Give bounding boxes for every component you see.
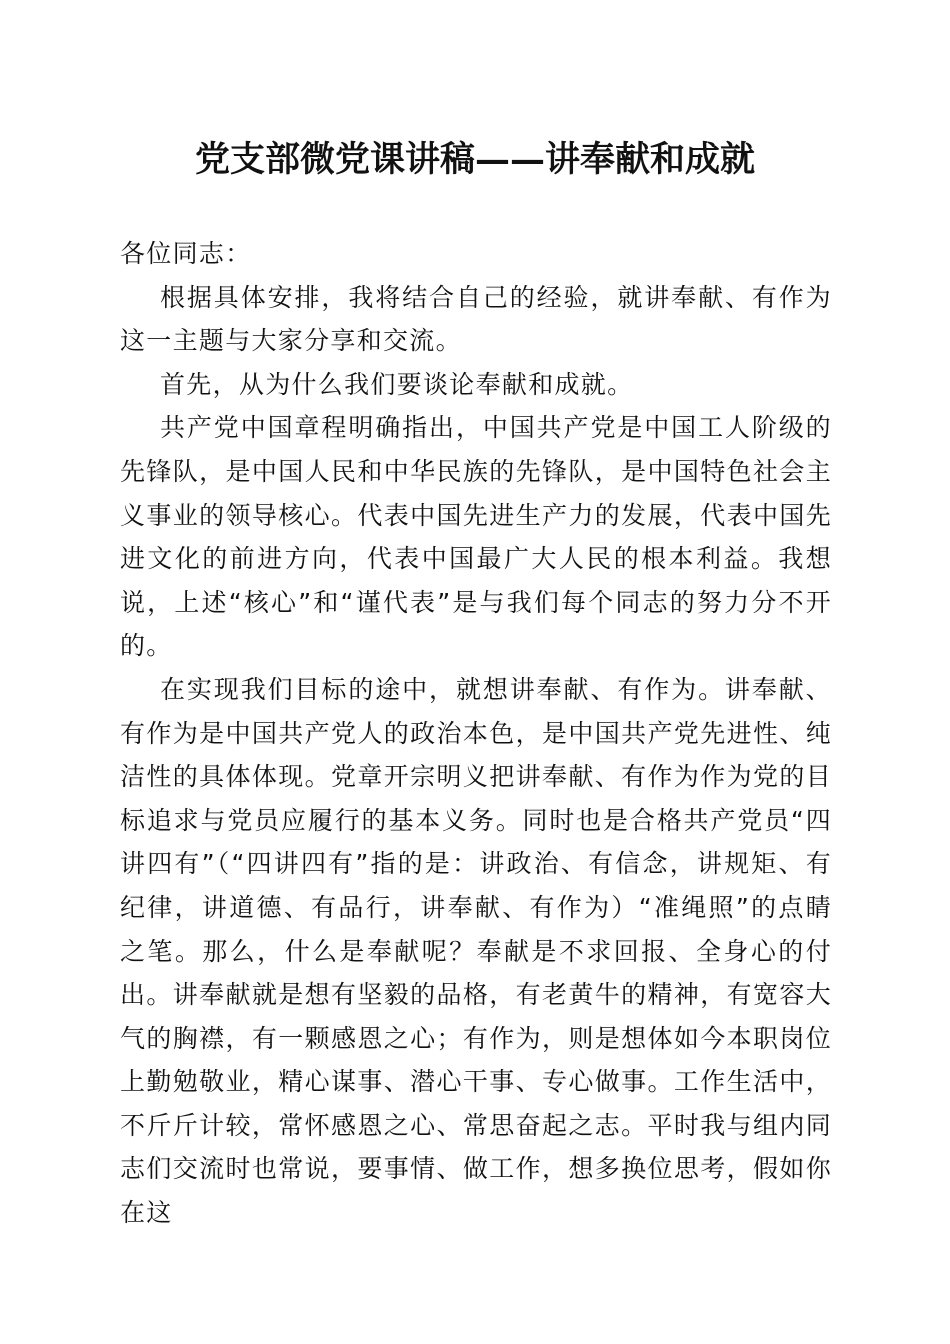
paragraph: 根据具体安排，我将结合自己的经验，就讲奉献、有作为这一主题与大家分享和交流。 (120, 282, 832, 356)
salutation: 各位同志： (120, 239, 252, 268)
paragraph: 共产党中国章程明确指出，中国共产党是中国工人阶级的先锋队，是中国人民和中华民族的先锋队，是中国特色社会主义事业的领导核心。代表中国先进生产力的发展，代表中国先进文化的前进方向，代表中国最广大人民的根本利益。我想说，上述“核心”和“谨代表”是与我们每个同志的努力分不开的。 (120, 413, 832, 661)
document-body (120, 232, 832, 1235)
paragraph: 首先，从为什么我们要谈论奉献和成就。 (160, 369, 634, 399)
paragraph: 在实现我们目标的途中，就想讲奉献、有作为。讲奉献、有作为是中国共产党人的政治本色，是中国共产党先进性、纯洁性的具体体现。党章开宗明义把讲奉献、有作为作为党的目标追求与党员应履行的基本义务。同时也是合格共产党员“四讲四有”（“四讲四有”指的是：讲政治、有信念，讲规矩、有纪律，讲道德、有品行，讲奉献、有作为）“准绳照”的点睛之笔。那么，什么是奉献呢？奉献是不求回报、全身心的付出。讲奉献就是想有坚毅的品格，有老黄牛的精神，有宽容大气的胸襟，有一颗感恩之心；有作为，则是想体如今本职岗位上勤勉敬业，精心谋事、潜心干事、专心做事。工作生活中，不斤斤计较，常怀感恩之心、常思奋起之志。平时我与组内同志们交流时也常说，要事情、做工作，想多换位思考，假如你在这 (120, 674, 832, 1228)
page-title: 党支部微党课讲稿——讲奉献和成就 (194, 139, 755, 180)
